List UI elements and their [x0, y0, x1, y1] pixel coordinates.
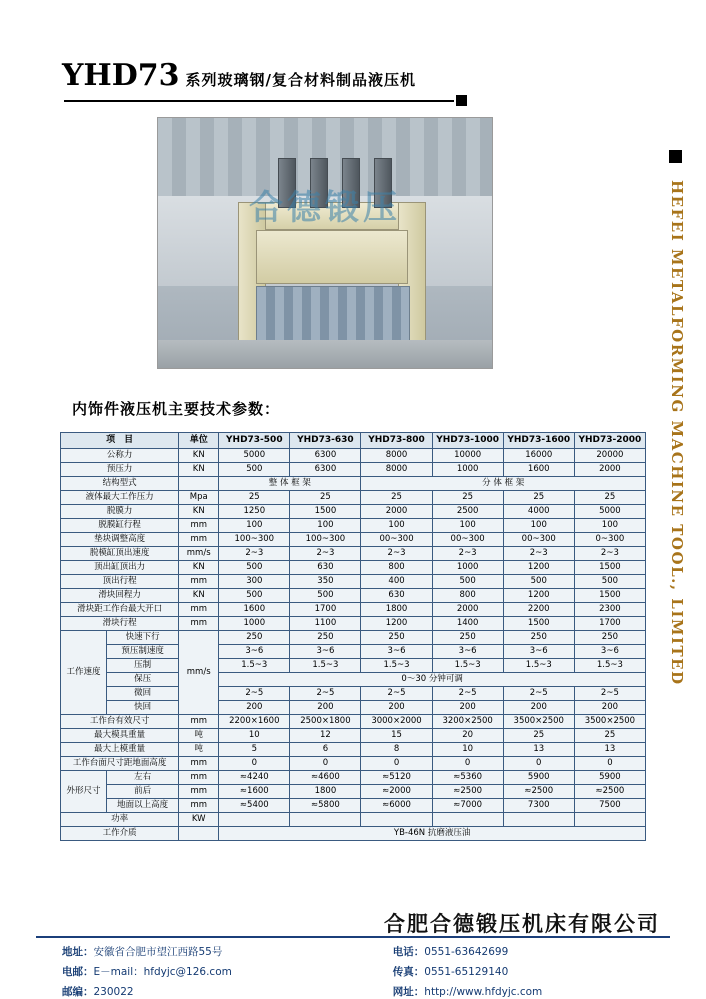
footer-email — [36, 964, 379, 979]
cell: 1500 — [574, 561, 645, 575]
row-unit: KN — [179, 463, 219, 477]
footer-address-label: 地址： — [62, 946, 94, 958]
cell: 5000 — [574, 505, 645, 519]
cell: 3~6 — [574, 645, 645, 659]
row-group-label-dimensions: 外形尺寸 — [61, 771, 107, 813]
cell: 1800 — [290, 785, 361, 799]
table-row — [61, 589, 646, 603]
cell: 250 — [503, 631, 574, 645]
footer-website — [379, 984, 670, 999]
cell: 13 — [503, 743, 574, 757]
cell: 13 — [574, 743, 645, 757]
footer-row — [36, 964, 670, 979]
cell: 3~6 — [290, 645, 361, 659]
table-row-speed — [61, 659, 646, 673]
cell: 1600 — [503, 463, 574, 477]
table-row — [61, 547, 646, 561]
cell: 00~300 — [361, 533, 432, 547]
table-row — [61, 827, 646, 841]
cell: 5 — [219, 743, 290, 757]
table-row-dim — [61, 771, 646, 785]
photo-press-body — [256, 230, 408, 284]
footer-address — [36, 944, 379, 959]
spec-table-wrapper — [60, 432, 646, 841]
footer-row — [36, 984, 670, 999]
cell: 1200 — [503, 589, 574, 603]
table-row — [61, 519, 646, 533]
cell: ≈5360 — [432, 771, 503, 785]
company-name: 合肥合德锻压机床有限公司 — [384, 912, 660, 936]
cell — [574, 813, 645, 827]
row-label: 滑块回程力 — [61, 589, 179, 603]
cell: ≈5800 — [290, 799, 361, 813]
cell: 1000 — [432, 561, 503, 575]
row-unit: Mpa — [179, 491, 219, 505]
table-row — [61, 575, 646, 589]
cell: ≈7000 — [432, 799, 503, 813]
footer-row — [36, 944, 670, 959]
cell: 5900 — [503, 771, 574, 785]
row-unit: KN — [179, 449, 219, 463]
cell: 100 — [503, 519, 574, 533]
cell: 1.5~3 — [574, 659, 645, 673]
cell: 1.5~3 — [361, 659, 432, 673]
table-row — [61, 729, 646, 743]
table-row — [61, 449, 646, 463]
col-header-model-4: YHD73-1000 — [432, 433, 503, 449]
cell-merged: 0～30 分钟可调 — [219, 673, 646, 687]
table-row — [61, 715, 646, 729]
cell: 200 — [219, 701, 290, 715]
row-sublabel: 压制 — [107, 659, 179, 673]
cell: ≈6000 — [361, 799, 432, 813]
footer-fax-label: 传真： — [392, 966, 425, 978]
cell: ≈5120 — [361, 771, 432, 785]
cell: 2~5 — [290, 687, 361, 701]
col-header-model-5: YHD73-1600 — [503, 433, 574, 449]
cell: 6300 — [290, 449, 361, 463]
col-header-model-3: YHD73-800 — [361, 433, 432, 449]
cell: 400 — [361, 575, 432, 589]
product-series-label: 系列玻璃钢/复合材料制品液压机 — [185, 71, 417, 89]
row-unit: mm — [179, 519, 219, 533]
cell: 1.5~3 — [290, 659, 361, 673]
table-row — [61, 561, 646, 575]
cell: 1500 — [290, 505, 361, 519]
cell: 4000 — [503, 505, 574, 519]
cell: ≈4240 — [219, 771, 290, 785]
cell: ≈2000 — [361, 785, 432, 799]
footer-contact — [36, 944, 670, 996]
cell: 250 — [290, 631, 361, 645]
footer-address-value: 安徽省合肥市望江西路55号 — [93, 946, 223, 958]
footer-website-label: 网址： — [392, 986, 425, 998]
row-unit: mm/s — [179, 631, 219, 715]
table-row-speed — [61, 645, 646, 659]
row-label: 结构型式 — [61, 477, 179, 491]
cell: 12 — [290, 729, 361, 743]
cell: 800 — [361, 561, 432, 575]
table-row — [61, 491, 646, 505]
row-unit: KN — [179, 505, 219, 519]
footer-phone-label: 电话： — [392, 946, 425, 958]
table-row-speed — [61, 673, 646, 687]
cell: 1000 — [432, 463, 503, 477]
cell: 3500×2500 — [574, 715, 645, 729]
table-row-speed — [61, 701, 646, 715]
cell: 630 — [290, 561, 361, 575]
row-group-label-speed: 工作速度 — [61, 631, 107, 715]
title-row — [62, 58, 582, 93]
table-row — [61, 743, 646, 757]
footer-email-label: 电邮： — [62, 966, 94, 978]
col-header-model-6: YHD73-2000 — [574, 433, 645, 449]
cell: 2~3 — [219, 547, 290, 561]
cell: 25 — [503, 491, 574, 505]
cell: 25 — [503, 729, 574, 743]
cell: 7300 — [503, 799, 574, 813]
cell: 5900 — [574, 771, 645, 785]
cell: ≈2500 — [574, 785, 645, 799]
cell: 2~5 — [219, 687, 290, 701]
footer-fax — [379, 964, 670, 979]
cell: 20000 — [574, 449, 645, 463]
cell: 200 — [503, 701, 574, 715]
row-sublabel: 左右 — [107, 771, 179, 785]
row-label: 液体最大工作压力 — [61, 491, 179, 505]
table-row — [61, 757, 646, 771]
photo-floor — [158, 340, 492, 368]
row-label: 脱膜力 — [61, 505, 179, 519]
cell: 25 — [361, 491, 432, 505]
cell: 100 — [574, 519, 645, 533]
cell: 00~300 — [432, 533, 503, 547]
cell: 250 — [574, 631, 645, 645]
cell: 7500 — [574, 799, 645, 813]
cell: 3500×2500 — [503, 715, 574, 729]
cell: 1800 — [361, 603, 432, 617]
cell: 2000 — [432, 603, 503, 617]
cell: 2000 — [574, 463, 645, 477]
row-label: 公称力 — [61, 449, 179, 463]
row-label: 垫块调整高度 — [61, 533, 179, 547]
cell: 0 — [290, 757, 361, 771]
row-label: 工作台面尺寸距地面高度 — [61, 757, 179, 771]
footer-divider — [36, 936, 670, 938]
cell: 100 — [219, 519, 290, 533]
row-unit — [179, 477, 219, 491]
cell: 2~5 — [503, 687, 574, 701]
cell: 500 — [432, 575, 503, 589]
cell — [219, 813, 290, 827]
row-unit: mm/s — [179, 547, 219, 561]
footer-postcode-label: 邮编： — [62, 986, 94, 998]
cell: 500 — [219, 589, 290, 603]
cell: 100 — [361, 519, 432, 533]
section-heading: 内饰件液压机主要技术参数： — [72, 400, 281, 418]
cell: 2~3 — [503, 547, 574, 561]
cell: 100~300 — [290, 533, 361, 547]
cell-merged: 分 体 框 架 — [361, 477, 646, 491]
cell-merged: 整 体 框 架 — [219, 477, 361, 491]
table-row — [61, 463, 646, 477]
cell: 10000 — [432, 449, 503, 463]
cell: 200 — [361, 701, 432, 715]
cell: 20 — [432, 729, 503, 743]
cell: 2~3 — [432, 547, 503, 561]
cell: 100 — [432, 519, 503, 533]
cell: 1100 — [290, 617, 361, 631]
cell: 2~3 — [361, 547, 432, 561]
footer-website-value[interactable]: http://www.hfdyjc.com — [424, 986, 543, 998]
cell — [432, 813, 503, 827]
cell: 800 — [432, 589, 503, 603]
cell — [361, 813, 432, 827]
row-label: 顶出缸顶出力 — [61, 561, 179, 575]
cell: 8000 — [361, 449, 432, 463]
cell: 350 — [290, 575, 361, 589]
table-row — [61, 617, 646, 631]
cell: 1500 — [503, 617, 574, 631]
row-unit: mm — [179, 715, 219, 729]
row-sublabel: 快回 — [107, 701, 179, 715]
cell: 2000 — [361, 505, 432, 519]
cell: 1200 — [503, 561, 574, 575]
cell: 25 — [432, 491, 503, 505]
table-row — [61, 603, 646, 617]
cell: 2~3 — [574, 547, 645, 561]
cell: 500 — [503, 575, 574, 589]
cell: 250 — [432, 631, 503, 645]
cell: 0~300 — [574, 533, 645, 547]
row-unit: mm — [179, 575, 219, 589]
row-label: 工作台有效尺寸 — [61, 715, 179, 729]
row-sublabel: 保压 — [107, 673, 179, 687]
header-divider — [64, 100, 454, 102]
cell: 1000 — [219, 617, 290, 631]
product-model: YHD73 — [62, 58, 180, 93]
cell: 1.5~3 — [219, 659, 290, 673]
row-label: 滑块距工作台最大开口 — [61, 603, 179, 617]
cell: 0 — [361, 757, 432, 771]
table-row — [61, 533, 646, 547]
row-sublabel: 微回 — [107, 687, 179, 701]
cell: 6 — [290, 743, 361, 757]
row-unit: mm — [179, 799, 219, 813]
cell: 3~6 — [219, 645, 290, 659]
row-label: 脱膜缸行程 — [61, 519, 179, 533]
product-photo — [157, 117, 493, 369]
cell: 200 — [290, 701, 361, 715]
side-square-marker — [669, 150, 682, 163]
cell: 2~3 — [290, 547, 361, 561]
cell: 10 — [219, 729, 290, 743]
cell: 1200 — [361, 617, 432, 631]
cell: 1700 — [574, 617, 645, 631]
cell-merged: YB-46N 抗磨液压油 — [219, 827, 646, 841]
row-unit: 吨 — [179, 743, 219, 757]
cell: 2300 — [574, 603, 645, 617]
cell: ≈1600 — [219, 785, 290, 799]
cell: 100~300 — [219, 533, 290, 547]
row-sublabel: 地面以上高度 — [107, 799, 179, 813]
cell: 16000 — [503, 449, 574, 463]
cell: 500 — [219, 561, 290, 575]
cell: 25 — [290, 491, 361, 505]
row-label: 顶出行程 — [61, 575, 179, 589]
col-header-model-1: YHD73-500 — [219, 433, 290, 449]
cell: 1.5~3 — [432, 659, 503, 673]
cell: 25 — [219, 491, 290, 505]
row-unit: mm — [179, 533, 219, 547]
table-row-dim — [61, 799, 646, 813]
row-unit: mm — [179, 617, 219, 631]
page-header — [62, 58, 582, 102]
row-unit: 吨 — [179, 729, 219, 743]
row-unit — [179, 827, 219, 841]
row-label: 最大模具重量 — [61, 729, 179, 743]
row-sublabel: 前后 — [107, 785, 179, 799]
header-square-marker — [456, 95, 467, 106]
row-label: 工作介质 — [61, 827, 179, 841]
spec-table — [60, 432, 646, 841]
cell: 3~6 — [361, 645, 432, 659]
cell: 200 — [432, 701, 503, 715]
cell: 2~5 — [574, 687, 645, 701]
row-sublabel: 快速下行 — [107, 631, 179, 645]
cell: ≈4600 — [290, 771, 361, 785]
col-header-unit: 单位 — [179, 433, 219, 449]
cell: 100 — [290, 519, 361, 533]
row-unit: mm — [179, 771, 219, 785]
cell: 1400 — [432, 617, 503, 631]
cell: ≈5400 — [219, 799, 290, 813]
cell: 1700 — [290, 603, 361, 617]
footer-phone — [379, 944, 670, 959]
table-row — [61, 477, 646, 491]
cell: 0 — [219, 757, 290, 771]
cell: 3000×2000 — [361, 715, 432, 729]
cell: 630 — [361, 589, 432, 603]
cell: 1600 — [219, 603, 290, 617]
cell: 10 — [432, 743, 503, 757]
col-header-item: 项 目 — [61, 433, 179, 449]
cell: 00~300 — [503, 533, 574, 547]
row-unit: mm — [179, 603, 219, 617]
row-unit: mm — [179, 757, 219, 771]
row-label: 脱模缸顶出速度 — [61, 547, 179, 561]
cell: 3~6 — [503, 645, 574, 659]
table-row — [61, 813, 646, 827]
row-label: 预压力 — [61, 463, 179, 477]
row-label: 滑块行程 — [61, 617, 179, 631]
row-label: 功率 — [61, 813, 179, 827]
cell: 25 — [574, 729, 645, 743]
photo-watermark: 合德锻压 — [249, 188, 401, 228]
cell: 2200×1600 — [219, 715, 290, 729]
photo-tool-stack — [256, 286, 410, 344]
cell: 0 — [503, 757, 574, 771]
cell: 0 — [432, 757, 503, 771]
row-unit: KN — [179, 561, 219, 575]
cell: 3200×2500 — [432, 715, 503, 729]
cell: 500 — [574, 575, 645, 589]
cell: 1.5~3 — [503, 659, 574, 673]
cell: 1500 — [574, 589, 645, 603]
table-row-speed — [61, 631, 646, 645]
cell: 25 — [574, 491, 645, 505]
footer-postcode-value: 230022 — [93, 986, 134, 998]
cell: ≈2500 — [503, 785, 574, 799]
row-unit: KW — [179, 813, 219, 827]
footer-fax-value: 0551-65129140 — [424, 966, 509, 978]
cell: 2~5 — [361, 687, 432, 701]
row-unit: KN — [179, 589, 219, 603]
cell — [503, 813, 574, 827]
table-row-dim — [61, 785, 646, 799]
footer-email-value[interactable]: E－mail：hfdyjc@126.com — [93, 966, 232, 978]
row-sublabel: 预压制速度 — [107, 645, 179, 659]
footer-postcode — [36, 984, 379, 999]
cell: 500 — [290, 589, 361, 603]
cell — [290, 813, 361, 827]
cell: 6300 — [290, 463, 361, 477]
company-english-name: HEFEI METALFORMING MACHINE TOOL., LIMITED — [668, 180, 686, 686]
row-unit: mm — [179, 785, 219, 799]
cell: 2500×1800 — [290, 715, 361, 729]
cell: 2200 — [503, 603, 574, 617]
cell: 8 — [361, 743, 432, 757]
cell: 2~5 — [432, 687, 503, 701]
cell: 500 — [219, 463, 290, 477]
cell: 2500 — [432, 505, 503, 519]
col-header-model-2: YHD73-630 — [290, 433, 361, 449]
cell: 0 — [574, 757, 645, 771]
cell: 250 — [219, 631, 290, 645]
cell: 5000 — [219, 449, 290, 463]
cell: 300 — [219, 575, 290, 589]
footer-phone-value: 0551-63642699 — [424, 946, 509, 958]
cell: 250 — [361, 631, 432, 645]
cell: 1250 — [219, 505, 290, 519]
table-row — [61, 505, 646, 519]
row-label: 最大上模重量 — [61, 743, 179, 757]
table-header-row — [61, 433, 646, 449]
cell: 8000 — [361, 463, 432, 477]
cell: 15 — [361, 729, 432, 743]
cell: ≈2500 — [432, 785, 503, 799]
cell: 3~6 — [432, 645, 503, 659]
table-row-speed — [61, 687, 646, 701]
cell: 200 — [574, 701, 645, 715]
